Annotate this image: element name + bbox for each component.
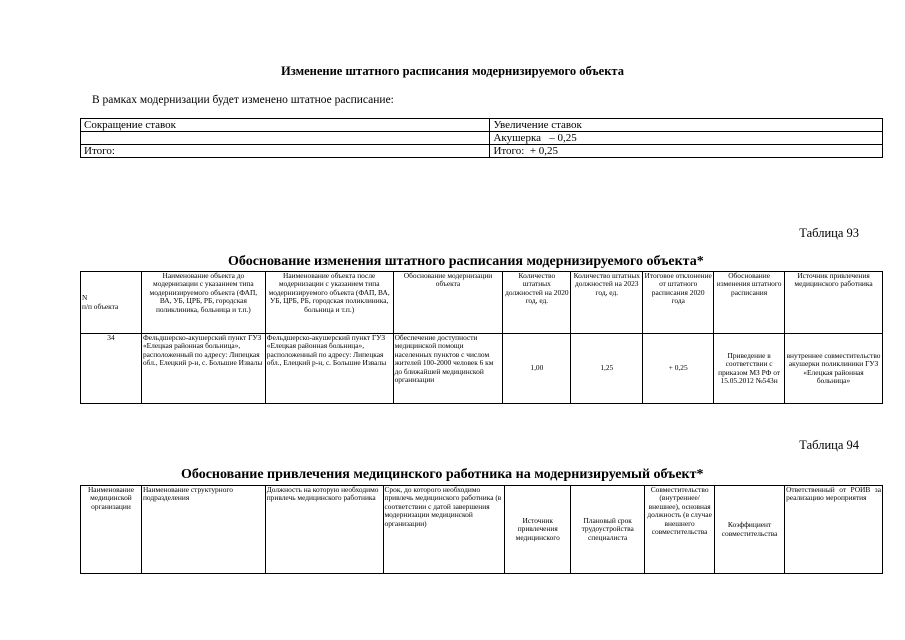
table-93: [80, 271, 883, 404]
table-row: [81, 334, 883, 404]
header-cell-unit: Наименование структурного подразделения: [141, 486, 265, 574]
page-heading: Изменение штатного расписания модернизируемого объекта: [281, 64, 624, 78]
header-cell-plan-date: Плановый срок трудоустройства специалиста: [571, 486, 645, 574]
table-93-title: Обоснование изменения штатного расписания модернизируемого объекта*: [228, 254, 704, 269]
header-cell-position: Должность на которую необходимо привлечь медицинского работника: [265, 486, 383, 574]
header-cell-coefficient: Коэффициент совместительства: [715, 486, 785, 574]
total-cell-left: Итого:: [81, 145, 490, 158]
header-cell-responsible: Ответственный от РОИВ за реализацию мероприятия: [785, 486, 883, 574]
table-row: [81, 132, 883, 145]
header-cell-deviation: Итоговое отклонение от штатного расписания 2020 года: [643, 272, 714, 334]
increase-item-cell: Акушерка – 0,25: [490, 132, 883, 145]
table-row: [81, 145, 883, 158]
table-header-row: [81, 272, 883, 334]
header-cell-justification: Обоснование изменения штатного расписания: [714, 272, 785, 334]
header-cell-part-time: Совместительство (внутреннее/внешнее), основная должность (в случае внешнего совместительства: [645, 486, 715, 574]
header-cell-before: Наименование объекта до модернизации с указанием типа модернизируемого объекта (ФАП, ВА, УБ, ЦРБ, РБ, городская поликлиника, больница и т.п.): [141, 272, 265, 334]
total-cell-right: Итого: + 0,25: [490, 145, 883, 158]
table-93-label: Таблица 93: [799, 226, 859, 240]
cell-justification: Приведение в соответствии с приказом МЗ РФ от 15.05.2012 №543н: [714, 334, 785, 404]
cell-source: внутреннее совместительство акушерки поликлиники ГУЗ «Елецкая районная больница»: [785, 334, 883, 404]
header-cell-after: Наименование объекта после модернизации с указанием типа модернизируемого объекта (ФАП, ВА, УБ, ЦРБ, РБ, городская поликлиника, больница и т.п.): [265, 272, 393, 334]
header-cell-count-2020: Количество штатных должностей на 2020 год, ед.: [503, 272, 571, 334]
header-cell-num: N п/п объекта: [81, 272, 142, 334]
header-cell-deadline: Срок, до которого необходимо привлечь медицинского работника (в соответствии с датой завершения модернизации медицинской организации): [383, 486, 505, 574]
header-cell-source: Источник привлечения медицинского работника: [785, 272, 883, 334]
cell-num: 34: [81, 334, 142, 404]
header-cell-reason: Обоснование модернизации объекта: [393, 272, 503, 334]
cell-reason: Обеспечение доступности медицинской помощи населенных пунктов с числом жителей 100-2000 человек 6 км до ближайшей медицинской организации: [393, 334, 503, 404]
table-94-label: Таблица 94: [799, 438, 859, 452]
cell-after: Фельдшерско-акушерский пункт ГУЗ «Елецкая районная больница», расположенный по адресу: Липецкая обл., Елецкий р-н, с. Большие Извалы: [265, 334, 393, 404]
header-cell-increase: Увеличение ставок: [490, 119, 883, 132]
table-94-title: Обоснование привлечения медицинского работника на модернизируемый объект*: [181, 467, 704, 482]
header-cell-org: Наименование медицинской организации: [81, 486, 142, 574]
cell-count-2023: 1,25: [571, 334, 643, 404]
cell-deviation: + 0,25: [643, 334, 714, 404]
header-cell-count-2023: Количество штатных должностей на 2023 год, ед.: [571, 272, 643, 334]
table-cell-empty: [81, 132, 490, 145]
table-94: [80, 485, 883, 574]
staff-change-table: [80, 118, 883, 158]
header-cell-reduce: Сокращение ставок: [81, 119, 490, 132]
cell-before: Фельдшерско-акушерский пункт ГУЗ «Елецкая районная больница», расположенный по адресу: Липецкая обл., Елецкий р-н, с. Большие Извалы: [141, 334, 265, 404]
intro-text: В рамках модернизации будет изменено штатное расписание:: [92, 94, 394, 106]
table-row: [81, 119, 883, 132]
header-cell-source: Источник привлечения медицинского: [505, 486, 571, 574]
cell-count-2020: 1,00: [503, 334, 571, 404]
table-header-row: [81, 486, 883, 574]
